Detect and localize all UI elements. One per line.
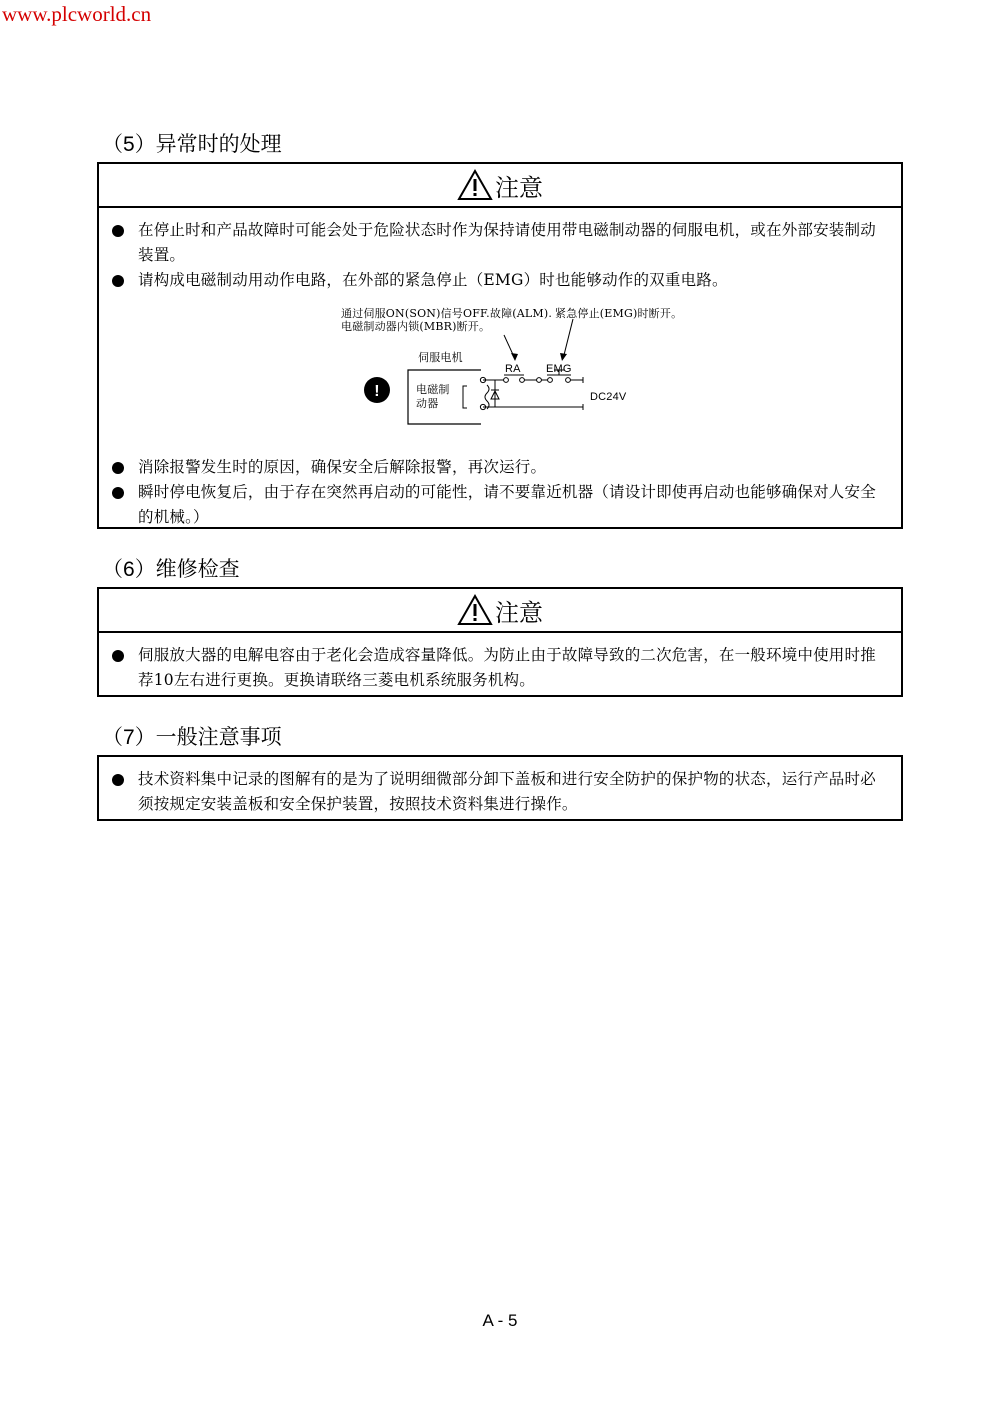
caution-list-5	[99, 208, 901, 536]
bullet-icon	[112, 774, 124, 786]
caution-box-6	[97, 587, 903, 697]
caution-label-6: 注意	[495, 598, 543, 627]
section-6-number: 6	[123, 558, 135, 581]
section-7-title	[102, 724, 282, 751]
watermark-url[interactable]: www.plcworld.cn	[2, 2, 152, 26]
bullet-icon	[112, 225, 124, 237]
list-item-text: 请构成电磁制动用动作电路，在外部的紧急停止（EMG）时也能够动作的双重电路。	[138, 271, 728, 289]
list-item	[111, 767, 891, 817]
section-6-title	[102, 556, 240, 583]
list-item-text: 伺服放大器的电解电容由于老化会造成容量降低。为防止由于故障导致的二次危害，在一般环境中使用时推荐10左右进行更换。更换请联络三菱电机系统服务机构。	[138, 646, 876, 689]
list-item-text: 在停止时和产品故障时可能会处于危险状态时作为保持请使用带电磁制动器的伺服电机，或在外部安装制动装置。	[138, 221, 876, 264]
section-6-title-text: ）维修检查	[134, 557, 240, 581]
list-item	[111, 218, 891, 268]
list-item	[111, 455, 891, 480]
diagram-note-left-1: 通过伺服ON(SON)信号OFF.故障(ALM).	[341, 307, 553, 320]
list-item-text: 消除报警发生时的原因，确保安全后解除报警，再次运行。	[138, 458, 547, 476]
circuit-lines	[111, 293, 911, 455]
section-7-title-open: （	[102, 725, 123, 749]
warning-triangle-icon	[457, 594, 493, 626]
notice-list-7	[99, 757, 901, 823]
bullet-icon	[112, 650, 124, 662]
list-item	[111, 480, 891, 530]
section-7-number: 7	[123, 726, 135, 749]
list-item	[111, 268, 891, 293]
section-7-title-text: ）一般注意事项	[134, 725, 282, 749]
brake-circuit-diagram	[111, 293, 891, 455]
bullet-icon	[112, 462, 124, 474]
list-item-text: 瞬时停电恢复后，由于存在突然再启动的可能性，请不要靠近机器（请设计即使再启动也能够确保对人安全的机械。）	[138, 483, 876, 526]
caution-header-6	[99, 589, 901, 633]
stop-icon-glyph: !	[374, 383, 380, 400]
bullet-icon	[112, 487, 124, 499]
list-item-text: 技术资料集中记录的图解有的是为了说明细微部分卸下盖板和进行安全防护的保护物的状态，运行产品时必须按规定安装盖板和安全保护装置，按照技术资料集进行操作。	[138, 770, 876, 813]
section-5-number: 5	[123, 133, 135, 156]
diagram-motor-label: 伺服电机	[418, 351, 463, 364]
caution-header-5	[99, 164, 901, 208]
diagram-brake-label-2: 动器	[416, 397, 439, 410]
notice-box-7	[97, 755, 903, 821]
list-item	[111, 643, 891, 693]
caution-list-6	[99, 633, 901, 699]
diagram-voltage-label: DC24V	[590, 391, 627, 403]
warning-triangle-icon	[457, 169, 493, 201]
section-6-title-open: （	[102, 557, 123, 581]
section-5-title-text: ）异常时的处理	[134, 132, 282, 156]
diagram-ra-label: RA	[505, 363, 521, 375]
diagram-note-right: 紧急停止(EMG)时断开。	[555, 307, 683, 320]
diagram-emg-label: EMG	[546, 363, 572, 375]
bullet-icon	[112, 275, 124, 287]
caution-label-5: 注意	[495, 173, 543, 202]
section-5-title-open: （	[102, 132, 123, 156]
page-number: A - 5	[482, 1311, 518, 1330]
diagram-brake-label-1: 电磁制	[416, 383, 450, 396]
diagram-note-left-2: 电磁制动器内锁(MBR)断开。	[341, 320, 491, 333]
caution-box-5	[97, 162, 903, 529]
section-5-title	[102, 131, 282, 158]
